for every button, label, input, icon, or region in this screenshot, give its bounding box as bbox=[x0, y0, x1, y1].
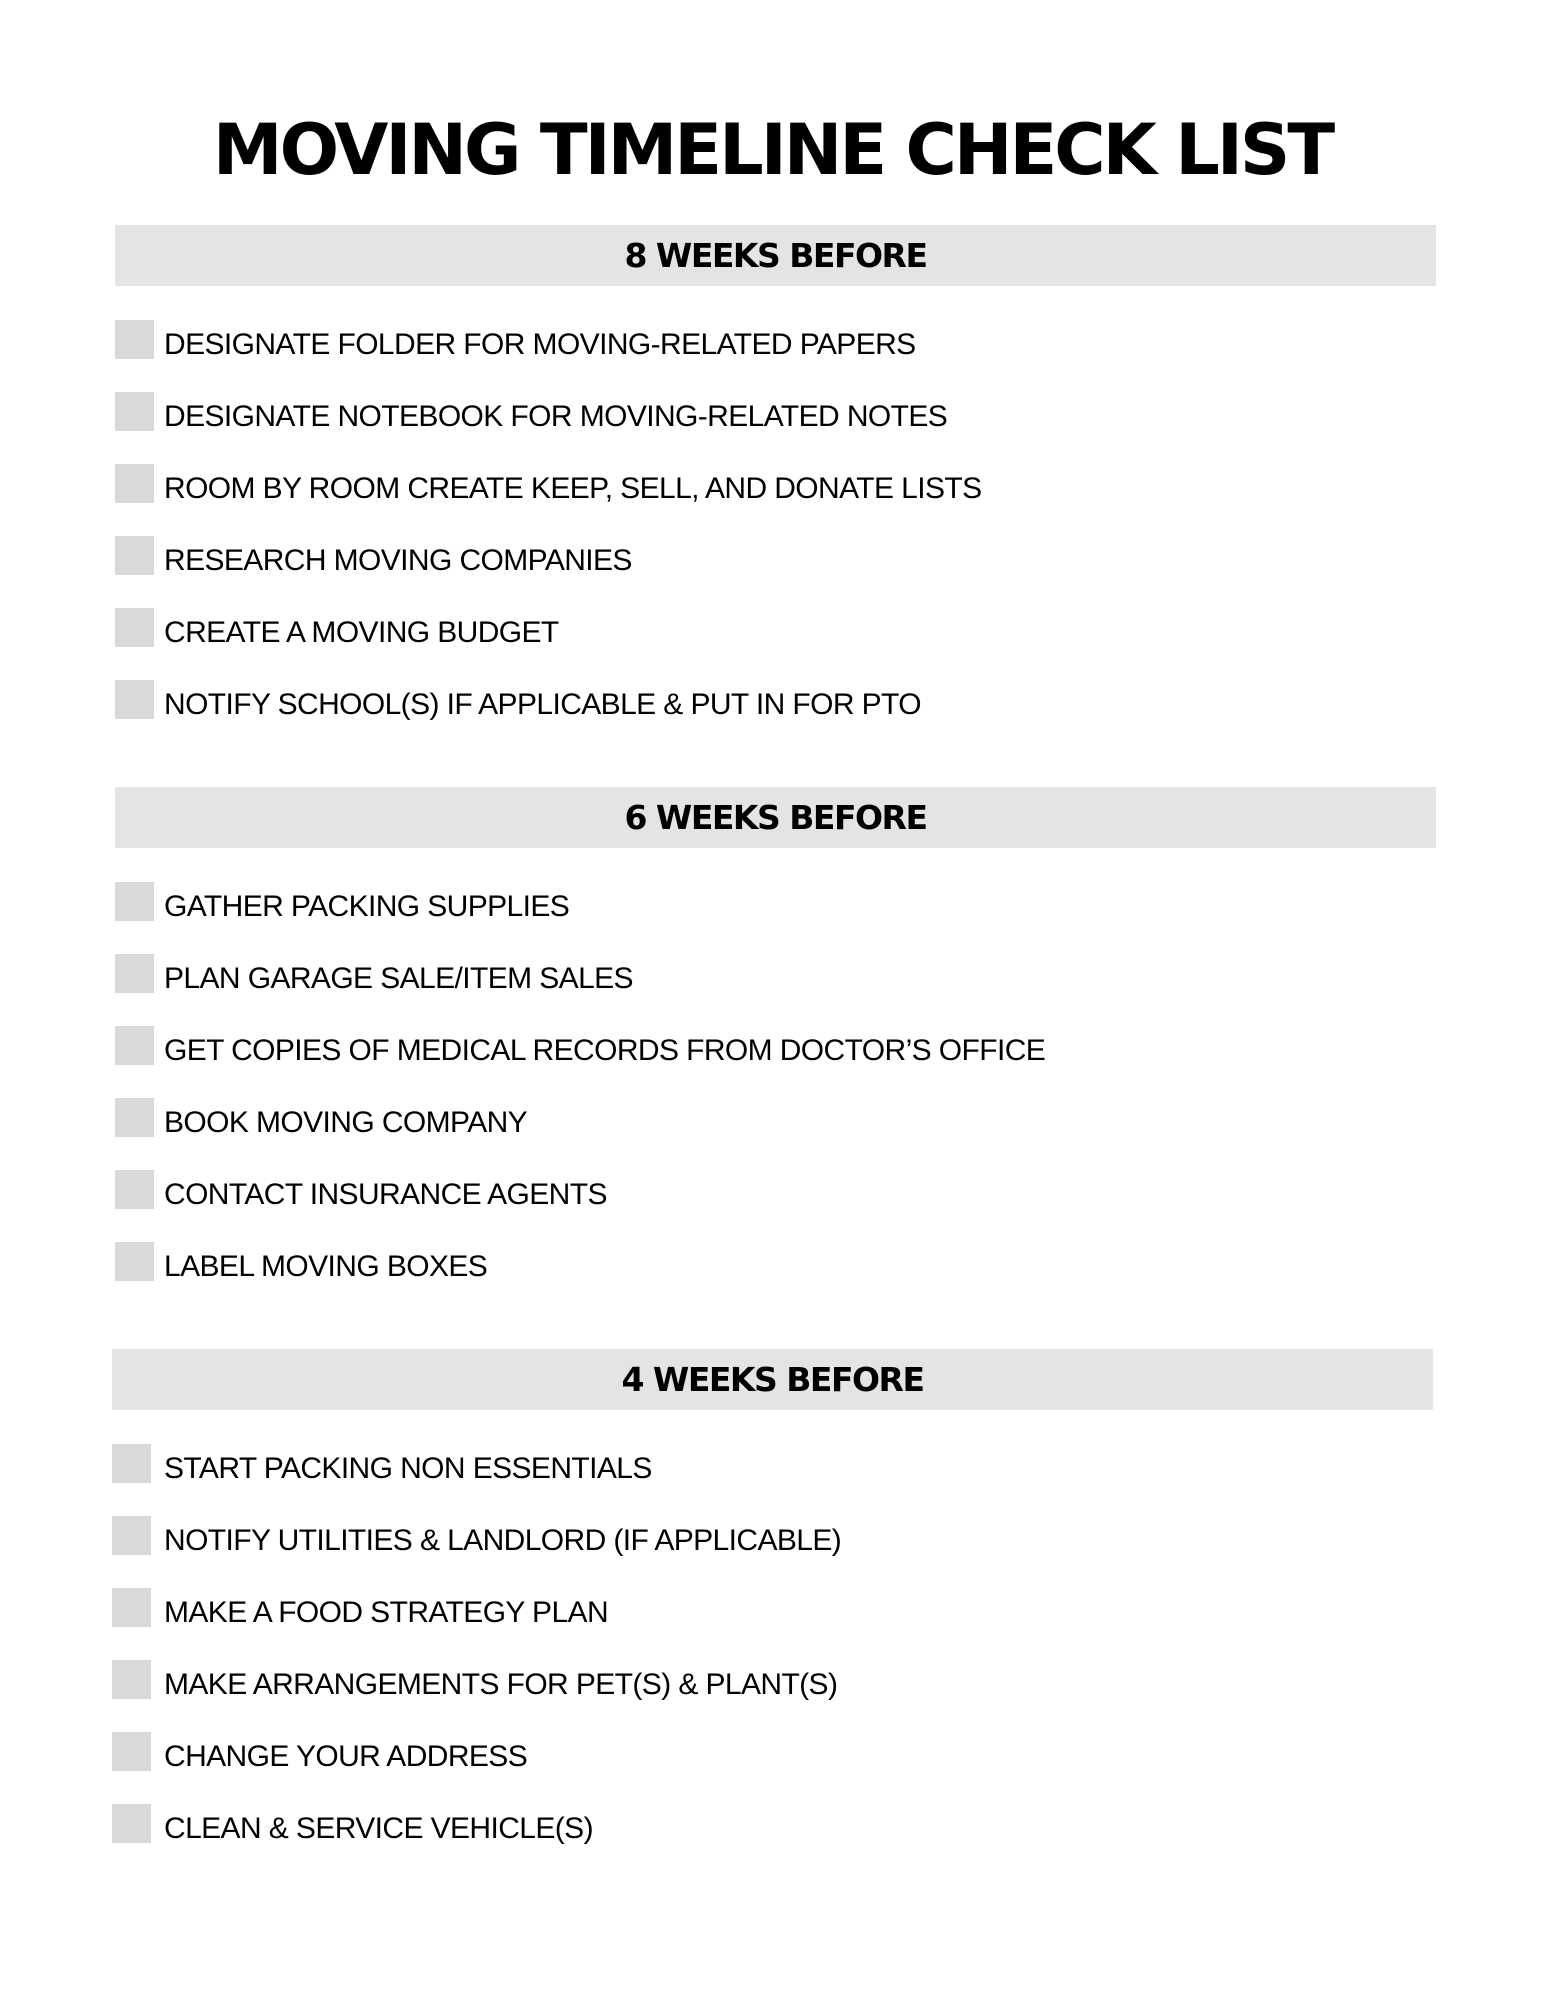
item-label: CLEAN & SERVICE VEHICLE(S) bbox=[164, 1812, 593, 1845]
checklist-item bbox=[115, 320, 1436, 392]
checkbox[interactable] bbox=[115, 1242, 154, 1281]
checklist-item bbox=[115, 1098, 1436, 1170]
checkbox[interactable] bbox=[112, 1660, 151, 1699]
item-label: MAKE A FOOD STRATEGY PLAN bbox=[164, 1596, 609, 1629]
checklist-item bbox=[112, 1444, 1433, 1516]
checklist-item bbox=[115, 536, 1436, 608]
checklist-item bbox=[115, 680, 1436, 752]
page-title: MOVING TIMELINE CHECK LIST bbox=[212, 109, 1333, 191]
checklist-item bbox=[112, 1588, 1433, 1660]
checkbox[interactable] bbox=[112, 1516, 151, 1555]
section-heading: 4 WEEKS BEFORE bbox=[621, 1360, 924, 1399]
section-4-weeks bbox=[112, 1349, 1433, 1876]
item-label: DESIGNATE NOTEBOOK FOR MOVING-RELATED NOTES bbox=[164, 400, 948, 433]
section-heading: 6 WEEKS BEFORE bbox=[624, 798, 927, 837]
item-label: NOTIFY SCHOOL(S) IF APPLICABLE & PUT IN FOR PTO bbox=[164, 688, 921, 721]
checklist-item bbox=[115, 882, 1436, 954]
item-label: DESIGNATE FOLDER FOR MOVING-RELATED PAPERS bbox=[164, 328, 916, 361]
checklist-item bbox=[112, 1516, 1433, 1588]
checklist bbox=[112, 1444, 1433, 1876]
item-label: CONTACT INSURANCE AGENTS bbox=[164, 1178, 607, 1211]
checkbox[interactable] bbox=[115, 536, 154, 575]
checkbox[interactable] bbox=[115, 882, 154, 921]
checklist bbox=[115, 882, 1436, 1314]
checklist-item bbox=[112, 1804, 1433, 1876]
item-label: CREATE A MOVING BUDGET bbox=[164, 616, 559, 649]
checkbox[interactable] bbox=[112, 1804, 151, 1843]
checkbox[interactable] bbox=[115, 608, 154, 647]
checkbox[interactable] bbox=[115, 1026, 154, 1065]
item-label: GET COPIES OF MEDICAL RECORDS FROM DOCTOR’S OFFICE bbox=[164, 1034, 1046, 1067]
checklist-item bbox=[115, 464, 1436, 536]
checkbox[interactable] bbox=[115, 1170, 154, 1209]
section-header bbox=[115, 225, 1436, 286]
checklist-item bbox=[115, 1170, 1436, 1242]
checklist-item bbox=[115, 954, 1436, 1026]
item-label: NOTIFY UTILITIES & LANDLORD (IF APPLICABLE) bbox=[164, 1524, 842, 1557]
checkbox[interactable] bbox=[112, 1444, 151, 1483]
checkbox[interactable] bbox=[112, 1732, 151, 1771]
section-header bbox=[112, 1349, 1433, 1410]
checklist-item bbox=[115, 1242, 1436, 1314]
item-label: START PACKING NON ESSENTIALS bbox=[164, 1452, 652, 1485]
item-label: BOOK MOVING COMPANY bbox=[164, 1106, 528, 1139]
checkbox[interactable] bbox=[115, 464, 154, 503]
item-label: LABEL MOVING BOXES bbox=[164, 1250, 488, 1283]
item-label: CHANGE YOUR ADDRESS bbox=[164, 1740, 528, 1773]
item-label: RESEARCH MOVING COMPANIES bbox=[164, 544, 632, 577]
checkbox[interactable] bbox=[115, 392, 154, 431]
section-6-weeks bbox=[115, 787, 1436, 1314]
checklist-item bbox=[112, 1660, 1433, 1732]
checklist-item bbox=[115, 1026, 1436, 1098]
section-8-weeks bbox=[115, 225, 1436, 752]
checklist-item bbox=[115, 608, 1436, 680]
checklist bbox=[115, 320, 1436, 752]
checkbox[interactable] bbox=[115, 954, 154, 993]
checkbox[interactable] bbox=[115, 320, 154, 359]
checklist-item bbox=[112, 1732, 1433, 1804]
item-label: ROOM BY ROOM CREATE KEEP, SELL, AND DONATE LISTS bbox=[164, 472, 982, 505]
section-heading: 8 WEEKS BEFORE bbox=[624, 236, 927, 275]
item-label: PLAN GARAGE SALE/ITEM SALES bbox=[164, 962, 633, 995]
checkbox[interactable] bbox=[115, 680, 154, 719]
checkbox[interactable] bbox=[115, 1098, 154, 1137]
checkbox[interactable] bbox=[112, 1588, 151, 1627]
item-label: MAKE ARRANGEMENTS FOR PET(S) & PLANT(S) bbox=[164, 1668, 838, 1701]
section-header bbox=[115, 787, 1436, 848]
checklist-item bbox=[115, 392, 1436, 464]
item-label: GATHER PACKING SUPPLIES bbox=[164, 890, 570, 923]
